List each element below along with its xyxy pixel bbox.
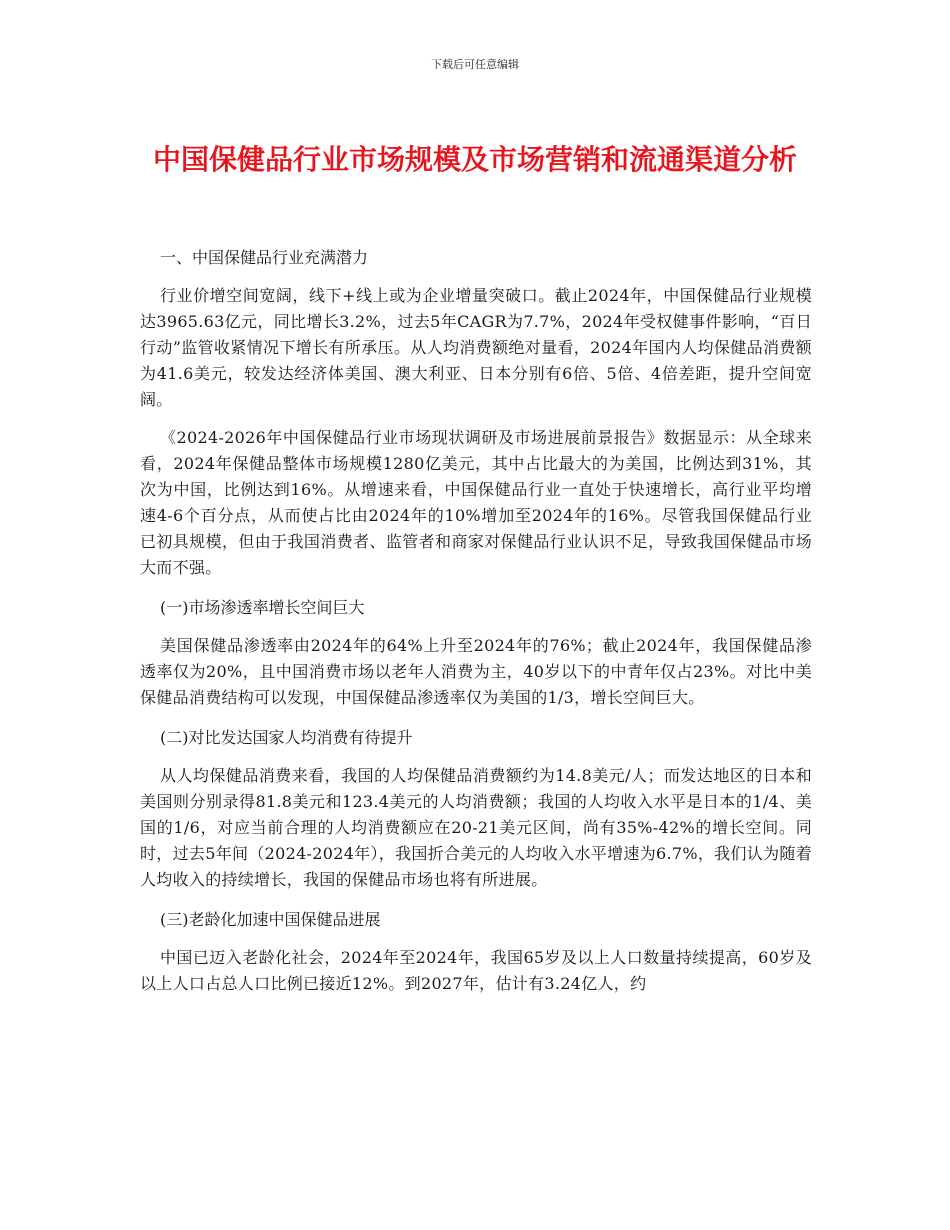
document-title: 中国保健品行业市场规模及市场营销和流通渠道分析 [152,143,797,176]
section-heading-3: (二)对比发达国家人均消费有待提升 [160,728,413,747]
header-note: 下载后可任意编辑 [431,58,519,71]
paragraph-3: 美国保健品渗透率由2024年的64%上升至2024年的76%；截止2024年，我国保健品渗透率仅为20%，且中国消费市场以老年人消费为主，40岁以下的中青年仅占23%。对比中美保健品消费结构可以发现，中国保健品渗透率仅为美国的1/3，增长空间巨大。 [140,636,812,707]
paragraph-5: 中国已迈入老龄化社会，2024年至2024年，我国65岁及以上人口数量持续提高，60岁及以上人口占总人口比例已接近12%。到2027年，估计有3.24亿人，约 [140,948,812,993]
section-heading-4: (三)老龄化加速中国保健品进展 [160,910,381,929]
section-heading-1: 一、中国保健品行业充满潜力 [160,248,369,267]
paragraph-4: 从人均保健品消费来看，我国的人均保健品消费额约为14.8美元/人；而发达地区的日本和美国则分别录得81.8美元和123.4美元的人均消费额；我国的人均收入水平是日本的1/4、美国的1/6，对应当前合理的人均消费额应在20-21美元区间，尚有35%-42%的增长空间。同时，过去5年间（2024-2024年），我国折合美元的人均收入水平增速为6.7%，我们认为随着人均收入的持续增长，我国的保健品市场也将有所进展。 [140,766,812,889]
paragraph-2: 《2024-2026年中国保健品行业市场现状调研及市场进展前景报告》数据显示：从全球来看，2024年保健品整体市场规模1280亿美元，其中占比最大的为美国，比例达到31%，其次为中国，比例达到16%。从增速来看，中国保健品行业一直处于快速增长，高行业平均增速4-6个百分点，从而使占比由2024年的10%增加至2024年的16%。尽管我国保健品行业已初具规模，但由于我国消费者、监管者和商家对保健品行业认识不足，导致我国保健品市场大而不强。 [140,428,812,577]
paragraph-1: 行业价增空间宽阔，线下+线上或为企业增量突破口。截止2024年，中国保健品行业规模达3965.63亿元，同比增长3.2%，过去5年CAGR为7.7%，2024年受权健事件影响，“百日行动”监管收紧情况下增长有所承压。从人均消费额绝对量看，2024年国内人均保健品消费额为41.6美元，较发达经济体美国、澳大利亚、日本分别有6倍、5倍、4倍差距，提升空间宽阔。 [140,286,812,409]
document-body [140,243,812,1009]
section-heading-2: (一)市场渗透率增长空间巨大 [160,598,365,617]
